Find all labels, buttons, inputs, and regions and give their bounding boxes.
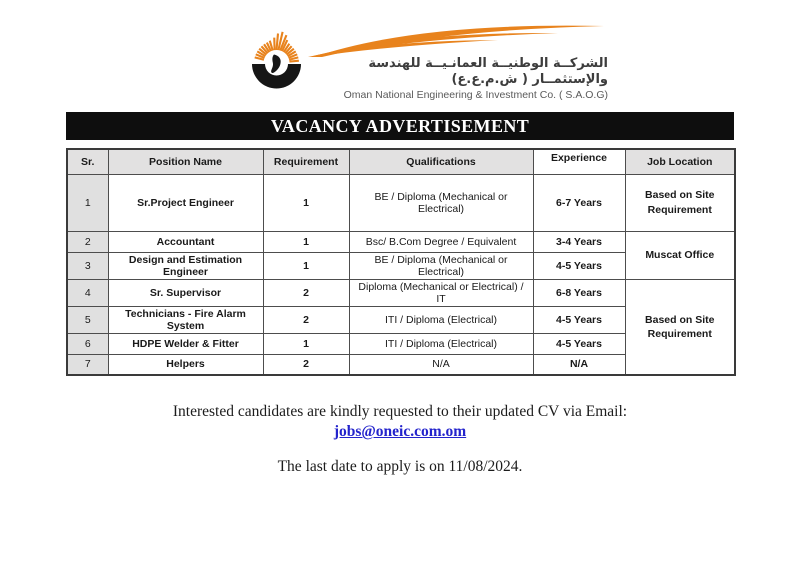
sr-cell: 1 <box>67 174 108 231</box>
experience-cell: 3-4 Years <box>533 231 625 252</box>
qualification-cell: Bsc/ B.Com Degree / Equivalent <box>349 231 533 252</box>
requirement-cell: 1 <box>263 333 349 354</box>
sr-cell: 5 <box>67 306 108 333</box>
location-cell: Muscat Office <box>625 231 735 279</box>
requirement-cell: 1 <box>263 231 349 252</box>
table-row <box>67 279 735 306</box>
experience-cell: 4-5 Years <box>533 306 625 333</box>
oneic-drop-logo-icon <box>248 26 306 90</box>
position-cell: Sr. Supervisor <box>108 279 263 306</box>
col-header-qualifications: Qualifications <box>349 149 533 174</box>
table-header-row <box>67 149 735 174</box>
col-header-location: Job Location <box>625 149 735 174</box>
requirement-cell: 2 <box>263 306 349 333</box>
company-name-arabic: الشركــة الوطنيــة العمانـيــة للهندسة والإستثمــار ( ش.م.ع.ع) <box>368 56 608 88</box>
position-cell: Helpers <box>108 354 263 375</box>
vacancy-table <box>66 148 736 376</box>
position-cell: Technicians - Fire Alarm System <box>108 306 263 333</box>
position-cell: HDPE Welder & Fitter <box>108 333 263 354</box>
last-date-text: The last date to apply is on 11/08/2024. <box>277 458 523 476</box>
requirement-cell: 1 <box>263 252 349 279</box>
sr-cell: 7 <box>67 354 108 375</box>
requirement-cell: 1 <box>263 174 349 231</box>
banner-title: VACANCY ADVERTISEMENT <box>270 115 530 136</box>
company-name-english: Oman National Engineering & Investment Co. ( S.A.O.G) <box>343 88 608 101</box>
position-cell: Sr.Project Engineer <box>108 174 263 231</box>
col-header-sr: Sr. <box>67 149 108 174</box>
requirement-cell: 2 <box>263 354 349 375</box>
location-cell: Based on Site Requirement <box>625 279 735 375</box>
application-instructions <box>66 403 734 476</box>
qualification-cell: ITI / Diploma (Electrical) <box>349 333 533 354</box>
qualification-cell: N/A <box>349 354 533 375</box>
qualification-cell: Diploma (Mechanical or Electrical) / IT <box>349 279 533 306</box>
cv-request-text: Interested candidates are kindly requested to their updated CV via Email: <box>172 403 628 421</box>
experience-cell: 6-7 Years <box>533 174 625 231</box>
qualification-cell: BE / Diploma (Mechanical or Electrical) <box>349 174 533 231</box>
sr-cell: 4 <box>67 279 108 306</box>
col-header-requirement: Requirement <box>263 149 349 174</box>
experience-cell: N/A <box>533 354 625 375</box>
vacancy-table-body <box>67 174 735 375</box>
email-link[interactable]: jobs@oneic.com.om <box>333 423 467 441</box>
company-logo <box>0 24 800 102</box>
experience-cell: 4-5 Years <box>533 333 625 354</box>
position-cell: Accountant <box>108 231 263 252</box>
sr-cell: 2 <box>67 231 108 252</box>
col-header-position: Position Name <box>108 149 263 174</box>
logo-swoosh-icon <box>308 24 608 58</box>
location-cell: Based on Site Requirement <box>625 174 735 231</box>
sr-cell: 3 <box>67 252 108 279</box>
qualification-cell: ITI / Diploma (Electrical) <box>349 306 533 333</box>
vacancy-banner <box>66 112 734 140</box>
sr-cell: 6 <box>67 333 108 354</box>
col-header-experience: Experience <box>533 149 625 174</box>
table-row <box>67 174 735 231</box>
requirement-cell: 2 <box>263 279 349 306</box>
experience-cell: 4-5 Years <box>533 252 625 279</box>
position-cell: Design and Estimation Engineer <box>108 252 263 279</box>
table-row <box>67 231 735 252</box>
experience-cell: 6-8 Years <box>533 279 625 306</box>
qualification-cell: BE / Diploma (Mechanical or Electrical) <box>349 252 533 279</box>
